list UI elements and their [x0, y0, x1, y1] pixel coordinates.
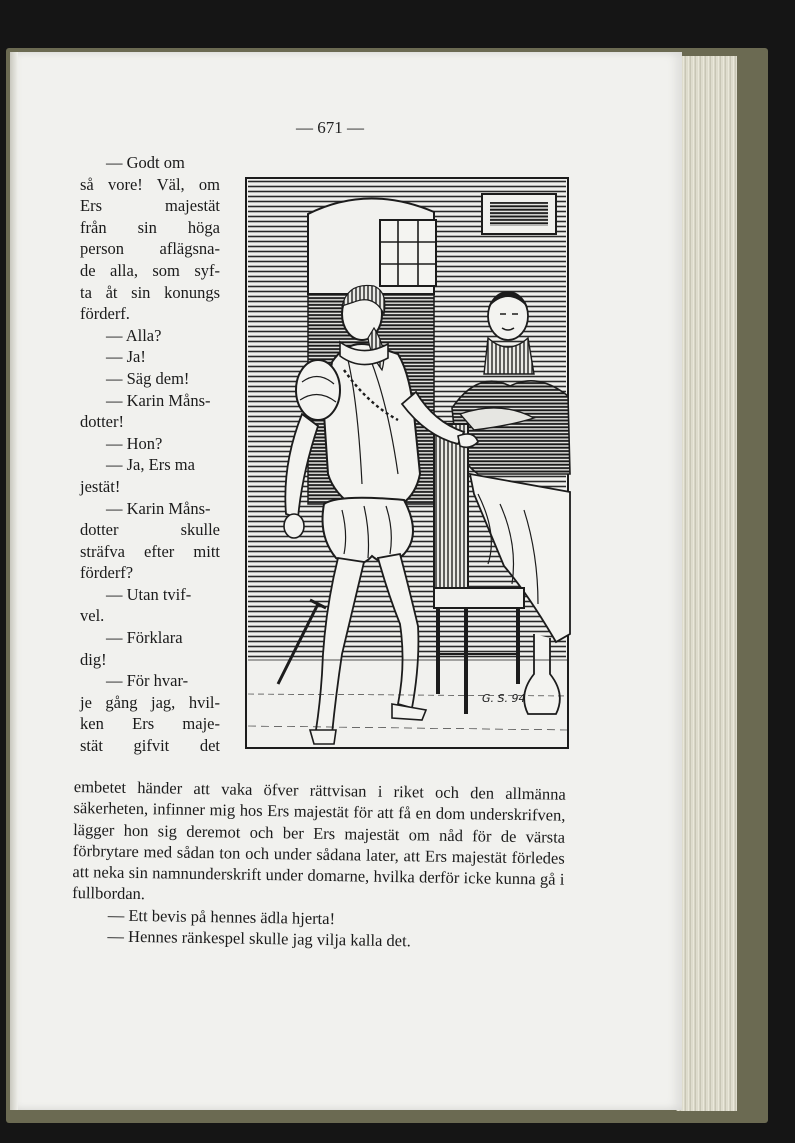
text-line: — Säg dem!: [106, 368, 190, 388]
chair-back: [434, 424, 468, 604]
text-line: ta åt sin konungs: [80, 282, 220, 302]
text-line: vel.: [80, 606, 105, 626]
chair-seat: [434, 588, 524, 608]
text-line: dotter!: [80, 412, 124, 432]
narrow-text-column: [80, 152, 220, 757]
text-line: — För hvar-: [106, 671, 189, 691]
wide-text-block: [71, 776, 566, 954]
text-line: — Karin Måns-: [106, 390, 211, 410]
text-line: sträfva efter mitt: [80, 541, 220, 561]
text-line: — Ja!: [106, 347, 146, 367]
text-line: stät gifvit det: [80, 736, 220, 756]
text-line: — Alla?: [106, 325, 162, 345]
text-line: je gång jag, hvil-: [80, 692, 220, 712]
text-line: förderf.: [80, 304, 130, 324]
text-line: så vore! Väl, om: [80, 174, 220, 194]
text-line: dig!: [80, 649, 107, 669]
text-line: — Hon?: [106, 433, 163, 453]
text-line: dotter skulle: [80, 520, 220, 540]
paragraph: — Ett bevis på hennes ädla hjerta!: [107, 905, 336, 928]
text-line: jestät!: [80, 476, 121, 496]
text-line: ken Ers maje-: [80, 714, 220, 734]
text-line: — Ja, Ers ma: [106, 455, 195, 475]
paragraph: — Hennes ränkespel skulle jag vilja kalla det.: [107, 926, 411, 951]
illustration: [238, 174, 574, 764]
illustration-drawing: [238, 174, 574, 764]
text-line: — Karin Måns-: [106, 498, 211, 518]
window: [380, 220, 436, 286]
text-line: Ers majestät: [80, 196, 220, 216]
puffed-sleeve: [296, 360, 340, 420]
text-line: — Godt om: [106, 153, 185, 172]
page-edges: [676, 56, 737, 1111]
seated-man-cloak: [452, 381, 570, 474]
text-line: från sin höga: [80, 217, 220, 237]
text-line: — Förklara: [106, 628, 183, 648]
text-line: person aflägsna-: [80, 239, 220, 259]
text-line: förderf?: [80, 563, 134, 583]
text-line: — Utan tvif-: [106, 584, 192, 604]
page-number: — 671 —: [296, 118, 364, 137]
page-gutter: [10, 52, 18, 1110]
text-line: de alla, som syf-: [80, 260, 220, 280]
standing-man-doublet: [324, 344, 420, 508]
paragraph: embetet händer att vaka öfver rättvisan i riket och den allmänna säkerheten, infinner mig hos Ers majestät för att få en dom underskrifven, lägger hon sig deremot och ber Ers majestät om nåd för de värsta förbrytare med sådan ton och under sådana later, att Ers majestät förledes att neka sin namnunderskrift under domarne, hvilka derför icke kunna gå i fullbordan.: [72, 776, 566, 904]
illustration-signature: G. S. 94: [482, 692, 526, 705]
